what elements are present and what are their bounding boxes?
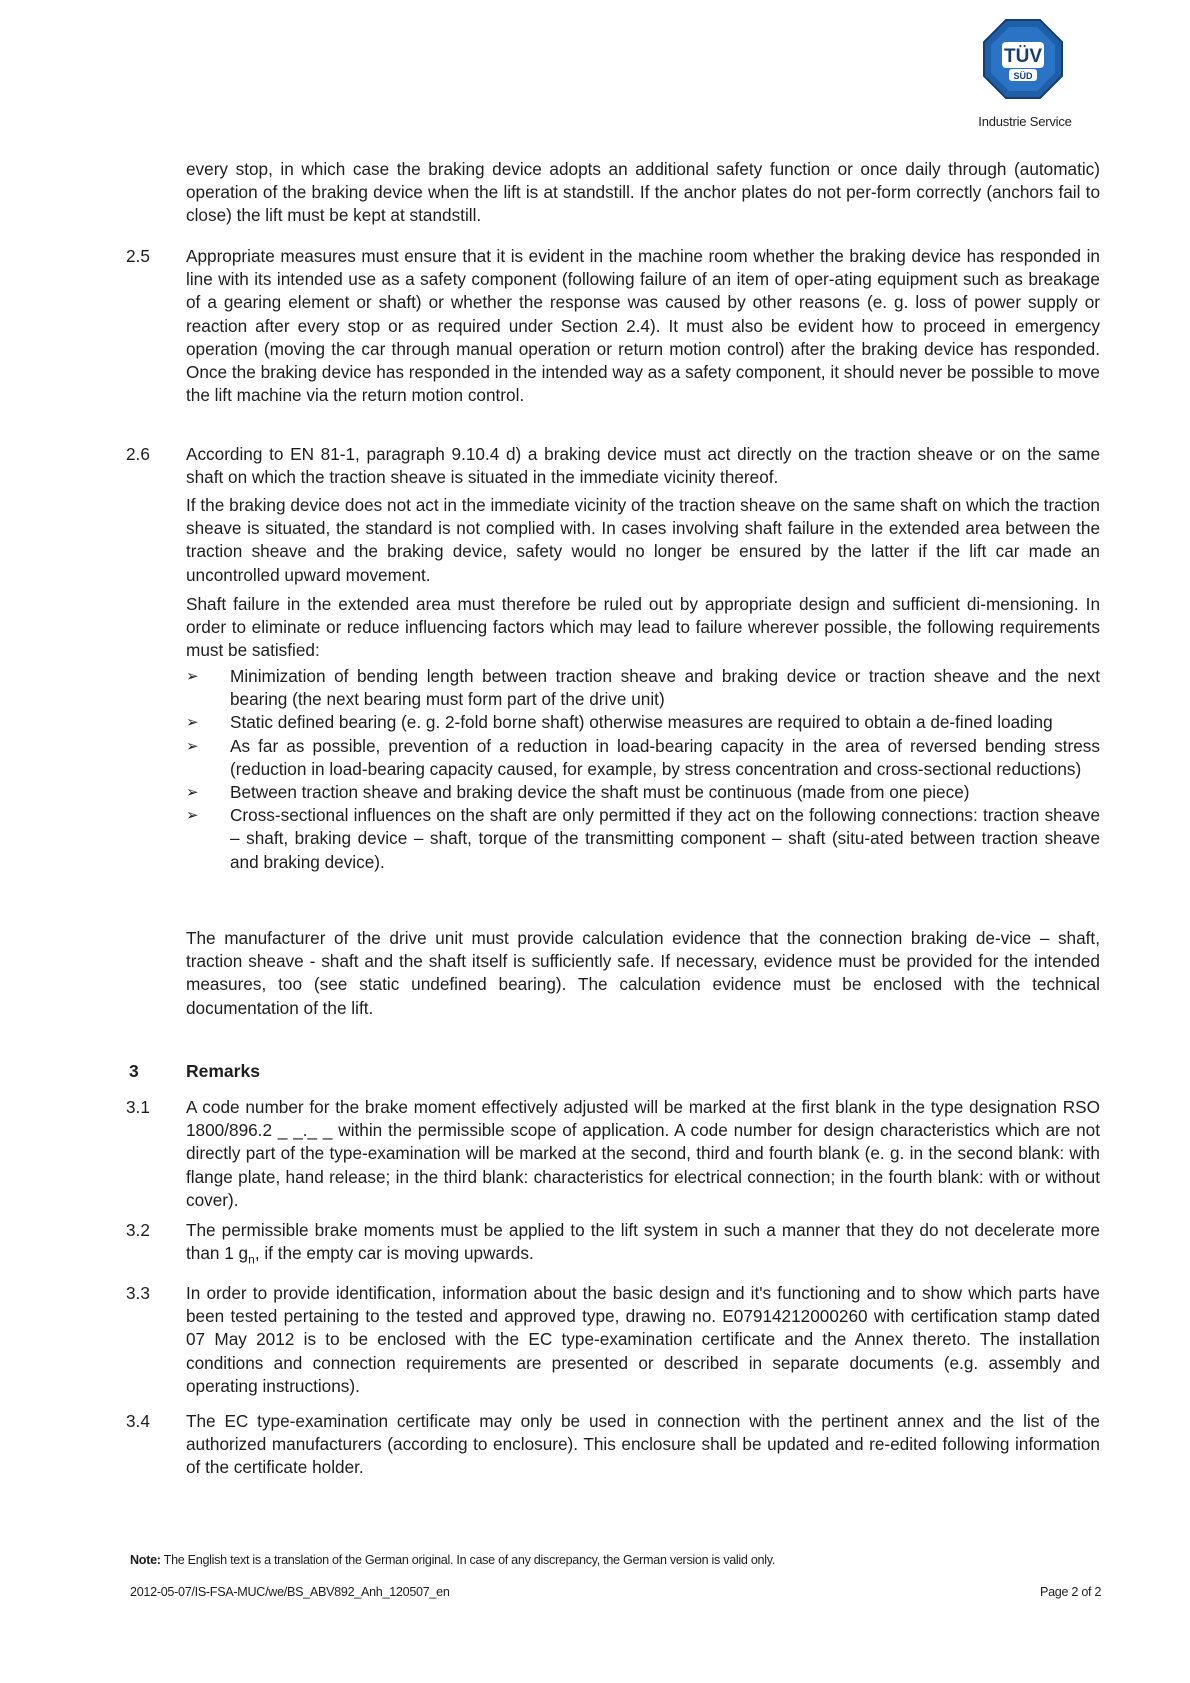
section-number-2-5: 2.5 [126,246,150,266]
section-number-3-1: 3.1 [126,1097,150,1117]
arrow-bullet-icon: ➢ [186,737,199,755]
section-3-2-text-start: The permissible brake moments must be applied to the lift system in such a manner that they do not decelerate more than 1 g [186,1220,1100,1264]
list-item-text: Static defined bearing (e. g. 2-fold borne shaft) otherwise measures are required to obtain a de-fined loading [230,712,1053,733]
arrow-bullet-icon: ➢ [186,807,199,825]
intro-paragraph: every stop, in which case the braking device adopts an additional safety function or once daily through (automatic) operation of the braking device when the lift is at standstill. If the anchor plates do not per-form correctly (anchors fail to close) the lift must be kept at standstill. [186,159,1100,226]
arrow-bullet-icon: ➢ [186,784,199,802]
note-label: Note: [130,1553,161,1567]
list-item [186,781,1100,804]
list-item [186,735,1100,781]
document-reference: 2012-05-07/IS-FSA-MUC/we/BS_ABV892_Anh_120507_en [130,1585,450,1599]
list-item-text: Minimization of bending length between traction sheave and braking device or traction sheave and the next bearing (the next bearing must form part of the drive unit) [230,666,1100,710]
arrow-bullet-icon: ➢ [186,668,199,685]
section-3-title: Remarks [186,1061,260,1081]
section-2-6-paragraph-4: The manufacturer of the drive unit must provide calculation evidence that the connection braking de-vice – shaft, traction sheave - shaft and the shaft itself is sufficiently safe. If necessary, evidence must be provided for the intended measures, too (see static undefined bearing). The calculation evidence must be enclosed with the technical documentation of the lift. [186,928,1100,1018]
section-number-3: 3 [129,1061,139,1081]
section-number-3-4: 3.4 [126,1411,150,1431]
arrow-bullet-icon: ➢ [186,714,199,732]
section-number-2-6: 2.6 [126,444,150,464]
section-2-6-paragraph-1: According to EN 81-1, paragraph 9.10.4 d) a braking device must act directly on the traction sheave or on the same shaft on which the traction sheave is situated in the immediate vicinity thereof. [186,444,1100,488]
section-2-6-paragraph-2: If the braking device does not act in the immediate vicinity of the traction sheave on the same shaft on which the traction sheave is situated, the standard is not complied with. In cases involving shaft failure in the extended area between the traction sheave and the braking device, safety would no longer be ensured by the latter if the lift car made an uncontrolled upward movement. [186,495,1100,585]
section-3-1-text: A code number for the brake moment effectively adjusted will be marked at the first blank in the type designation RSO 1800/896.2 _ _._ _ within the permissible scope of application. A code number for design characteristics which are not directly part of the type-examination will be marked at the second, third and fourth blank (e. g. in the second blank: with flange plate, hand release; in the third blank: characteristics for electrical connection; in the fourth blank: with or without cover). [186,1097,1100,1210]
section-number-3-2: 3.2 [126,1220,150,1240]
company-label: Industrie Service [978,114,1072,129]
page-number: Page 2 of 2 [1040,1585,1102,1599]
svg-text:SÜD: SÜD [1013,71,1033,81]
list-item-text: Cross-sectional influences on the shaft are only permitted if they act on the following connections: traction sheave – shaft, braking device – shaft, torque of the transmitting component – shaft (situ-ated between traction sheave and braking device). [230,805,1100,872]
svg-text:TÜV: TÜV [1004,46,1042,67]
section-3-2-text-end: , if the empty car is moving upwards. [254,1243,534,1264]
tuv-sud-logo [982,18,1064,100]
list-item-text: Between traction sheave and braking device the shaft must be continuous (made from one piece) [230,782,970,803]
list-item [186,804,1100,874]
note-text: The English text is a translation of the German original. In case of any discrepancy, the German version is valid only. [163,1553,776,1567]
list-item [186,711,1100,734]
section-3-2-text [186,1219,1100,1272]
list-item-text: As far as possible, prevention of a reduction in load-bearing capacity in the area of reversed bending stress (reduction in load-bearing capacity caused, for example, by stress concentration and cross-sectional reductions) [230,735,1100,779]
section-2-5-text: Appropriate measures must ensure that it is evident in the machine room whether the braking device has responded in line with its intended use as a safety component (following failure of an item of oper-ating equipment such as breakage of a gearing element or shaft) or whether the response was caused by other reasons (e. g. loss of power supply or reaction after every stop or as required under Section 2.4). It must also be evident how to proceed in emergency operation (moving the car through manual operation or return motion control) after the braking device has responded. Once the braking device has responded in the intended way as a safety component, it should never be possible to move the lift machine via the return motion control. [186,246,1100,406]
section-number-3-3: 3.3 [126,1283,150,1303]
translation-note [130,1553,775,1567]
section-2-6-paragraph-3: Shaft failure in the extended area must therefore be ruled out by appropriate design and sufficient di-mensioning. In order to eliminate or reduce influencing factors which may lead to failure wherever possible, the following requirements must be satisfied: [186,594,1100,661]
section-3-2-subscript: n [248,1252,255,1267]
section-3-3-text: In order to provide identification, information about the basic design and it's functioning and to show which parts have been tested pertaining to the tested and approved type, drawing no. E07914212000260 with certification stamp dated 07 May 2012 is to be enclosed with the EC type-examination certificate and the Annex thereto. The installation conditions and connection requirements are presented or described in separate documents (e.g. assembly and operating instructions). [186,1283,1100,1396]
requirements-list [186,665,1100,874]
list-item [186,665,1100,711]
section-3-4-text: The EC type-examination certificate may only be used in connection with the pertinent annex and the list of the authorized manufacturers (according to enclosure). This enclosure shall be updated and re-edited following information of the certificate holder. [186,1411,1100,1478]
